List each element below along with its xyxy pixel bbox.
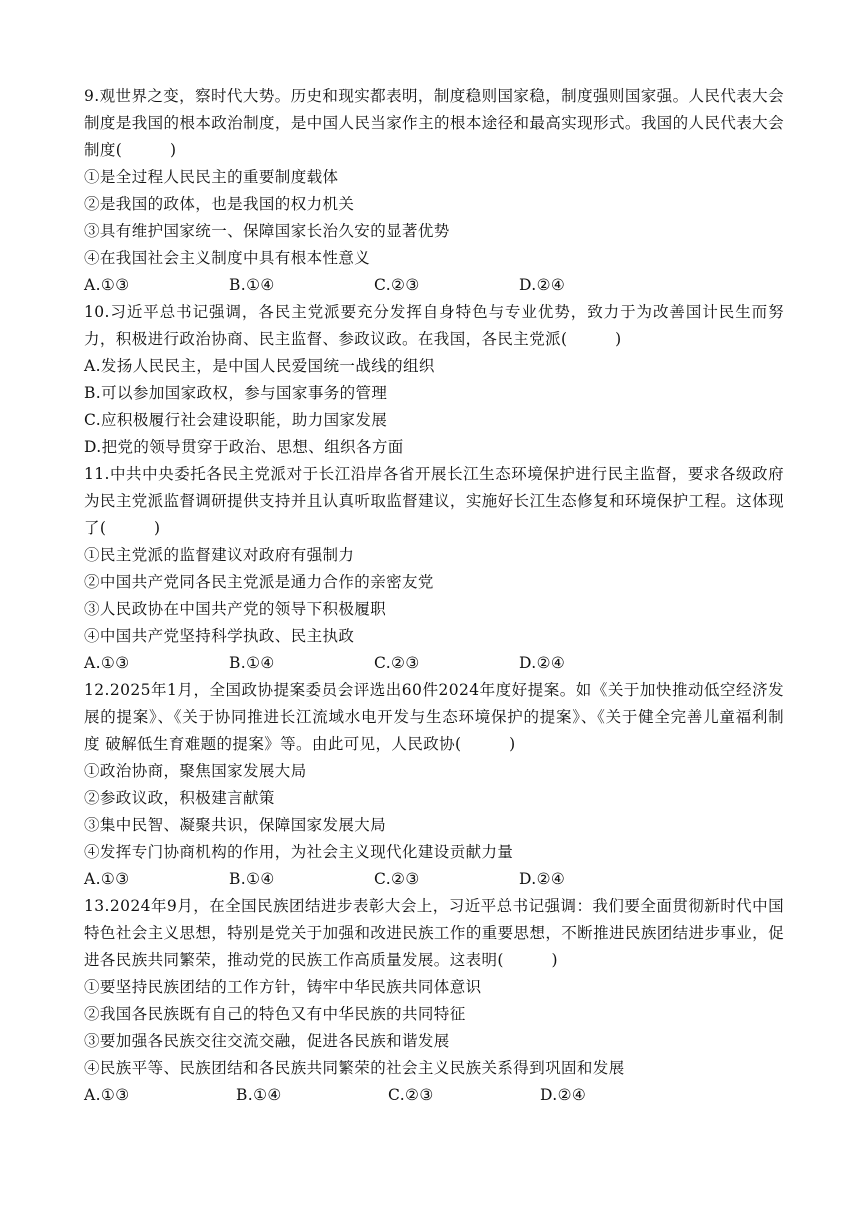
option-a: A.①③ <box>84 1086 130 1104</box>
option-c: C.②③ <box>374 276 420 294</box>
option-c: C.②③ <box>374 870 420 888</box>
statement-1: ①政治协商，聚焦国家发展大局 <box>84 762 307 780</box>
statement-2: ②参政议政，积极建言献策 <box>84 789 275 807</box>
question-stem: 9.观世界之变，察时代大势。历史和现实都表明，制度稳则国家稳，制度强则国家强。人民代表大会制度是我国的根本政治制度，是中国人民当家作主的根本途径和最高实现形式。我国的人民代表大会制度( ) <box>84 87 784 159</box>
question-12 <box>84 677 784 893</box>
answer-options <box>84 866 784 893</box>
question-13 <box>84 893 784 1109</box>
option-c: C.应积极履行社会建设职能，助力国家发展 <box>84 411 388 429</box>
option-d: D.②④ <box>519 654 566 672</box>
option-d: D.②④ <box>519 870 566 888</box>
statement-4: ④发挥专门协商机构的作用，为社会主义现代化建设贡献力量 <box>84 843 514 861</box>
question-11 <box>84 461 784 677</box>
question-stem: 12.2025年1月，全国政协提案委员会评选出60件2024年度好提案。如《关于加快推动低空经济发展的提案》、《关于协同推进长江流域水电开发与生态环境保护的提案》、《关于健全完善儿童福利制度 破解低生育难题的提案》等。由此可见，人民政协( ) <box>84 681 784 753</box>
statement-4: ④民族平等、民族团结和各民族共同繁荣的社会主义民族关系得到巩固和发展 <box>84 1059 625 1077</box>
answer-options <box>84 272 784 299</box>
statement-2: ②我国各民族既有自己的特色又有中华民族的共同特征 <box>84 1005 466 1023</box>
option-a: A.①③ <box>84 870 130 888</box>
question-10 <box>84 299 784 461</box>
option-c: C.②③ <box>388 1086 434 1104</box>
option-b: B.可以参加国家政权，参与国家事务的管理 <box>84 384 388 402</box>
option-d: D.②④ <box>519 276 566 294</box>
statement-1: ①民主党派的监督建议对政府有强制力 <box>84 546 355 564</box>
option-b: B.①④ <box>229 654 275 672</box>
statement-1: ①要坚持民族团结的工作方针，铸牢中华民族共同体意识 <box>84 978 482 996</box>
option-d: D.把党的领导贯穿于政治、思想、组织各方面 <box>84 438 404 456</box>
question-stem: 13.2024年9月，在全国民族团结进步表彰大会上，习近平总书记强调：我们要全面贯彻新时代中国特色社会主义思想，特别是党关于加强和改进民族工作的重要思想，不断推进民族团结进步事业，促进各民族共同繁荣，推动党的民族工作高质量发展。这表明( ) <box>84 897 784 969</box>
option-b: B.①④ <box>229 276 275 294</box>
statement-3: ③具有维护国家统一、保障国家长治久安的显著优势 <box>84 222 450 240</box>
statement-1: ①是全过程人民民主的重要制度载体 <box>84 168 339 186</box>
option-b: B.①④ <box>229 870 275 888</box>
question-9 <box>84 83 784 299</box>
option-a: A.发扬人民民主，是中国人民爱国统一战线的组织 <box>84 357 435 375</box>
option-d: D.②④ <box>540 1086 587 1104</box>
question-stem: 11.中共中央委托各民主党派对于长江沿岸各省开展长江生态环境保护进行民主监督，要求各级政府为民主党派监督调研提供支持并且认真听取监督建议，实施好长江生态修复和环境保护工程。这体现了( ) <box>84 465 784 537</box>
statement-3: ③集中民智、凝聚共识，保障国家发展大局 <box>84 816 387 834</box>
statement-3: ③要加强各民族交往交流交融，促进各民族和谐发展 <box>84 1032 450 1050</box>
answer-options <box>84 1082 784 1109</box>
statement-2: ②是我国的政体，也是我国的权力机关 <box>84 195 355 213</box>
option-b: B.①④ <box>236 1086 282 1104</box>
statement-4: ④在我国社会主义制度中具有根本性意义 <box>84 249 371 267</box>
option-a: A.①③ <box>84 654 130 672</box>
statement-3: ③人民政协在中国共产党的领导下积极履职 <box>84 600 387 618</box>
question-stem: 10.习近平总书记强调，各民主党派要充分发挥自身特色与专业优势，致力于为改善国计民生而努力，积极进行政治协商、民主监督、参政议政。在我国，各民主党派( ) <box>84 303 784 348</box>
option-a: A.①③ <box>84 276 130 294</box>
statement-4: ④中国共产党坚持科学执政、民主执政 <box>84 627 355 645</box>
answer-options <box>84 650 784 677</box>
option-c: C.②③ <box>374 654 420 672</box>
statement-2: ②中国共产党同各民主党派是通力合作的亲密友党 <box>84 573 434 591</box>
